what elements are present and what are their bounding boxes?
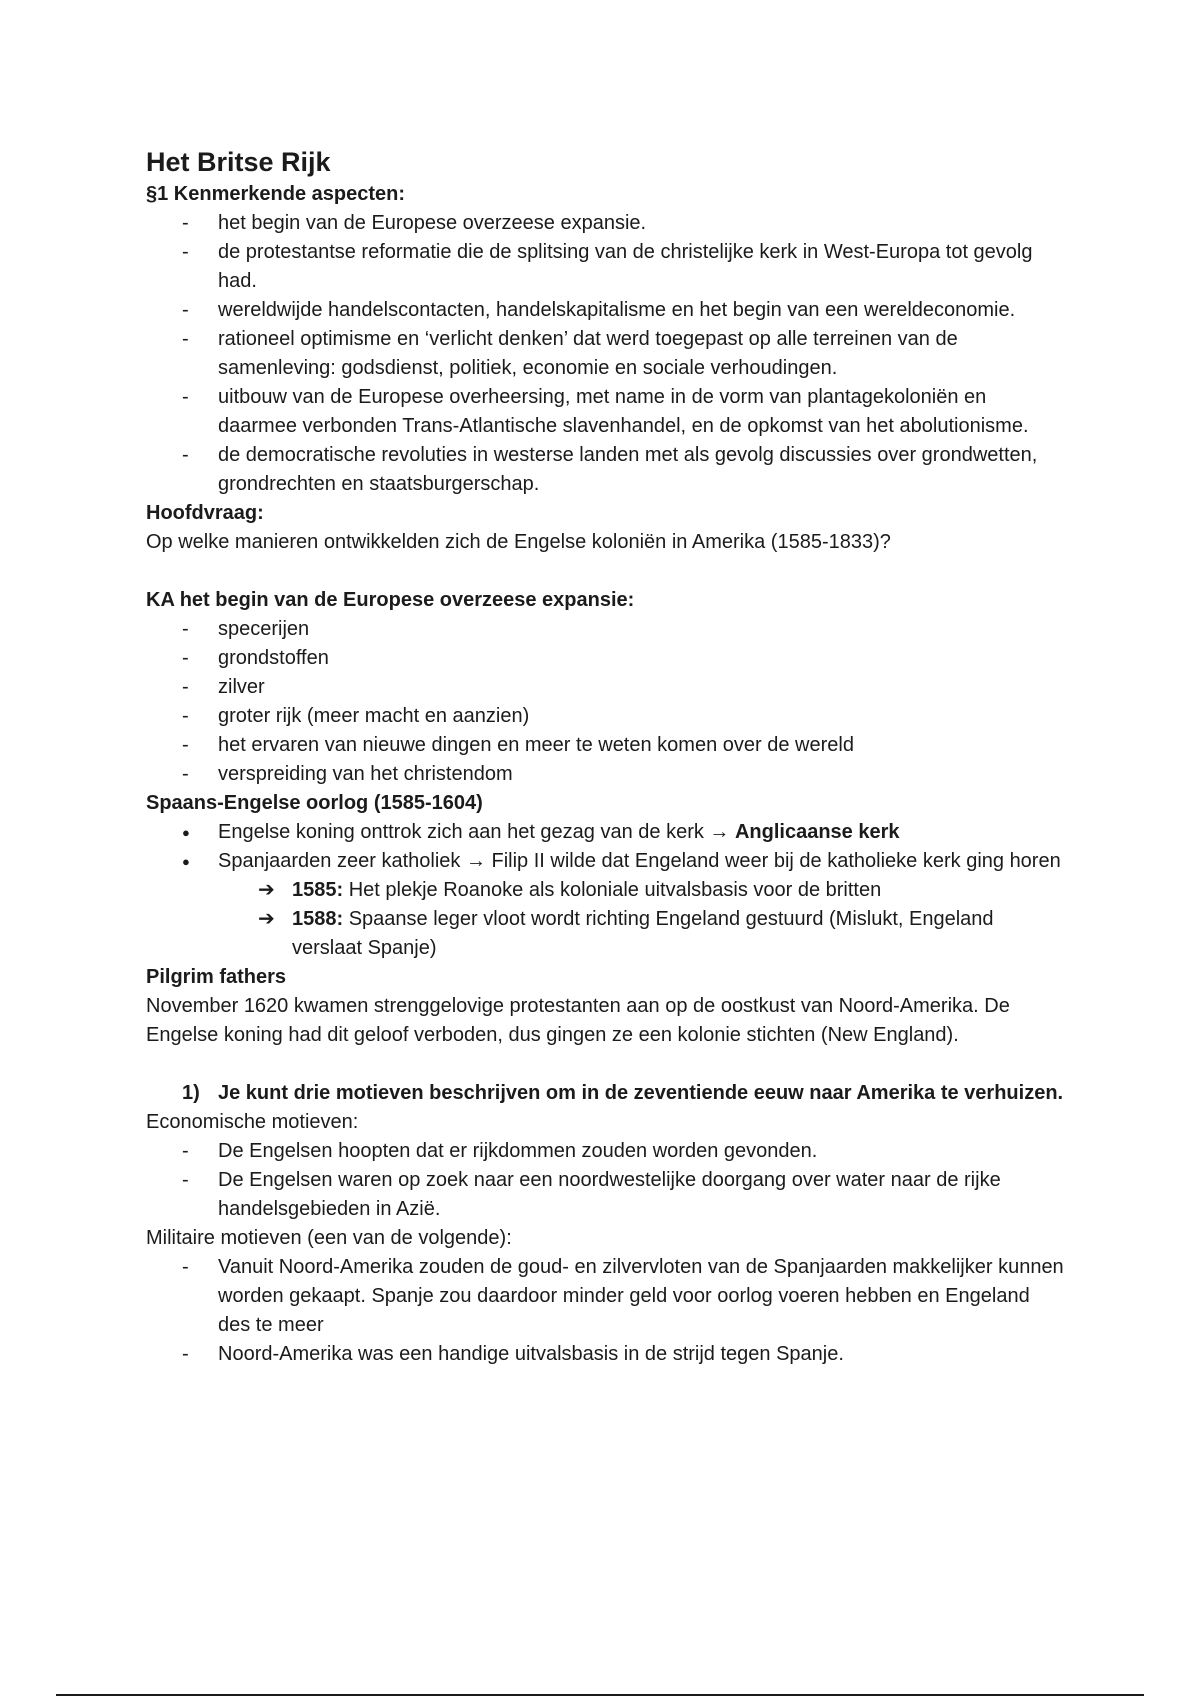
section-heading-kenmerkende-aspecten: §1 Kenmerkende aspecten:	[146, 183, 406, 205]
militaire-motieven-list	[146, 1253, 1066, 1369]
arrow-icon: ➔	[258, 908, 275, 930]
document-page	[146, 146, 1066, 1369]
list-item: - rationeel optimisme en ‘verlicht denken’ dat werd toegepast op alle terreinen van de samenleving: godsdienst, politiek, economie en sociale verhoudingen.	[146, 325, 1066, 383]
arrow-item-text: Het plekje Roanoke als koloniale uitvalsbasis voor de britten	[343, 879, 882, 901]
list-item: - het begin van de Europese overzeese expansie.	[146, 209, 1066, 238]
spacer	[146, 557, 1066, 586]
economische-motieven-list	[146, 1137, 1066, 1224]
list-item: - groter rijk (meer macht en aanzien)	[146, 702, 1066, 731]
kenmerkende-aspecten-list	[146, 209, 1066, 499]
question-text: Je kunt drie motieven beschrijven om in de zeventiende eeuw naar Amerika te verhuizen.	[218, 1082, 1064, 1104]
list-item: - specerijen	[146, 615, 1066, 644]
list-item: - wereldwijde handelscontacten, handelskapitalisme en het begin van een wereldeconomie.	[146, 296, 1066, 325]
list-item: - zilver	[146, 673, 1066, 702]
hoofdvraag-text: Op welke manieren ontwikkelden zich de Engelse koloniën in Amerika (1585-1833)?	[146, 531, 891, 553]
footer-divider	[56, 1694, 1144, 1696]
spaans-engelse-oorlog-heading: Spaans-Engelse oorlog (1585-1604)	[146, 792, 483, 814]
bullet-text: Engelse koning onttrok zich aan het gezag van de kerk →	[218, 821, 735, 843]
question-number: 1)	[182, 1082, 200, 1104]
ka-expansie-list	[146, 615, 1066, 789]
arrow-item-text: Spaanse leger vloot wordt richting Engeland gestuurd (Mislukt, Engeland verslaat Spanje)	[292, 908, 994, 959]
list-item: - De Engelsen hoopten dat er rijkdommen zouden worden gevonden.	[146, 1137, 1066, 1166]
list-item	[146, 818, 1066, 847]
oorlog-arrow-list	[146, 876, 1066, 963]
pilgrim-fathers-text: November 1620 kwamen strenggelovige protestanten aan op de oostkust van Noord-Amerika. De Engelse koning had dit geloof verboden, dus gingen ze een kolonie stichten (New England).	[146, 995, 1010, 1046]
list-item: ● Spanjaarden zeer katholiek → Filip II wilde dat Engeland weer bij de katholieke kerk ging horen	[146, 847, 1066, 876]
ka-expansie-heading: KA het begin van de Europese overzeese expansie:	[146, 589, 635, 611]
hoofdvraag-heading: Hoofdvraag:	[146, 502, 264, 524]
question-list	[146, 1079, 1066, 1108]
pilgrim-fathers-heading: Pilgrim fathers	[146, 966, 287, 988]
list-item: - Vanuit Noord-Amerika zouden de goud- en zilvervloten van de Spanjaarden makkelijker kunnen worden gekaapt. Spanje zou daardoor minder geld voor oorlog voeren hebben en Engeland des te meer	[146, 1253, 1066, 1340]
list-item: - de democratische revoluties in westerse landen met als gevolg discussies over grondwetten, grondrechten en staatsburgerschap.	[146, 441, 1066, 499]
spacer	[146, 1050, 1066, 1079]
list-item	[146, 876, 1066, 905]
page-title: Het Britse Rijk	[146, 147, 331, 177]
year-label: 1585:	[292, 879, 344, 901]
militaire-motieven-label: Militaire motieven (een van de volgende):	[146, 1227, 512, 1249]
list-item: - grondstoffen	[146, 644, 1066, 673]
list-item: - de protestantse reformatie die de splitsing van de christelijke kerk in West-Europa tot gevolg had.	[146, 238, 1066, 296]
list-item	[146, 905, 1066, 963]
arrow-icon: ➔	[258, 879, 275, 901]
year-label: 1588:	[292, 908, 344, 930]
bullet-bold-term: Anglicaanse kerk	[734, 821, 900, 843]
oorlog-bullet-list	[146, 818, 1066, 876]
list-item: - het ervaren van nieuwe dingen en meer te weten komen over de wereld	[146, 731, 1066, 760]
economische-motieven-label: Economische motieven:	[146, 1111, 359, 1133]
list-item: - uitbouw van de Europese overheersing, met name in de vorm van plantagekoloniën en daarmee verbonden Trans-Atlantische slavenhandel, en de opkomst van het abolutionisme.	[146, 383, 1066, 441]
list-item: - verspreiding van het christendom	[146, 760, 1066, 789]
list-item: - De Engelsen waren op zoek naar een noordwestelijke doorgang over water naar de rijke handelsgebieden in Azië.	[146, 1166, 1066, 1224]
list-item: - Noord-Amerika was een handige uitvalsbasis in de strijd tegen Spanje.	[146, 1340, 1066, 1369]
question-item	[146, 1079, 1066, 1108]
